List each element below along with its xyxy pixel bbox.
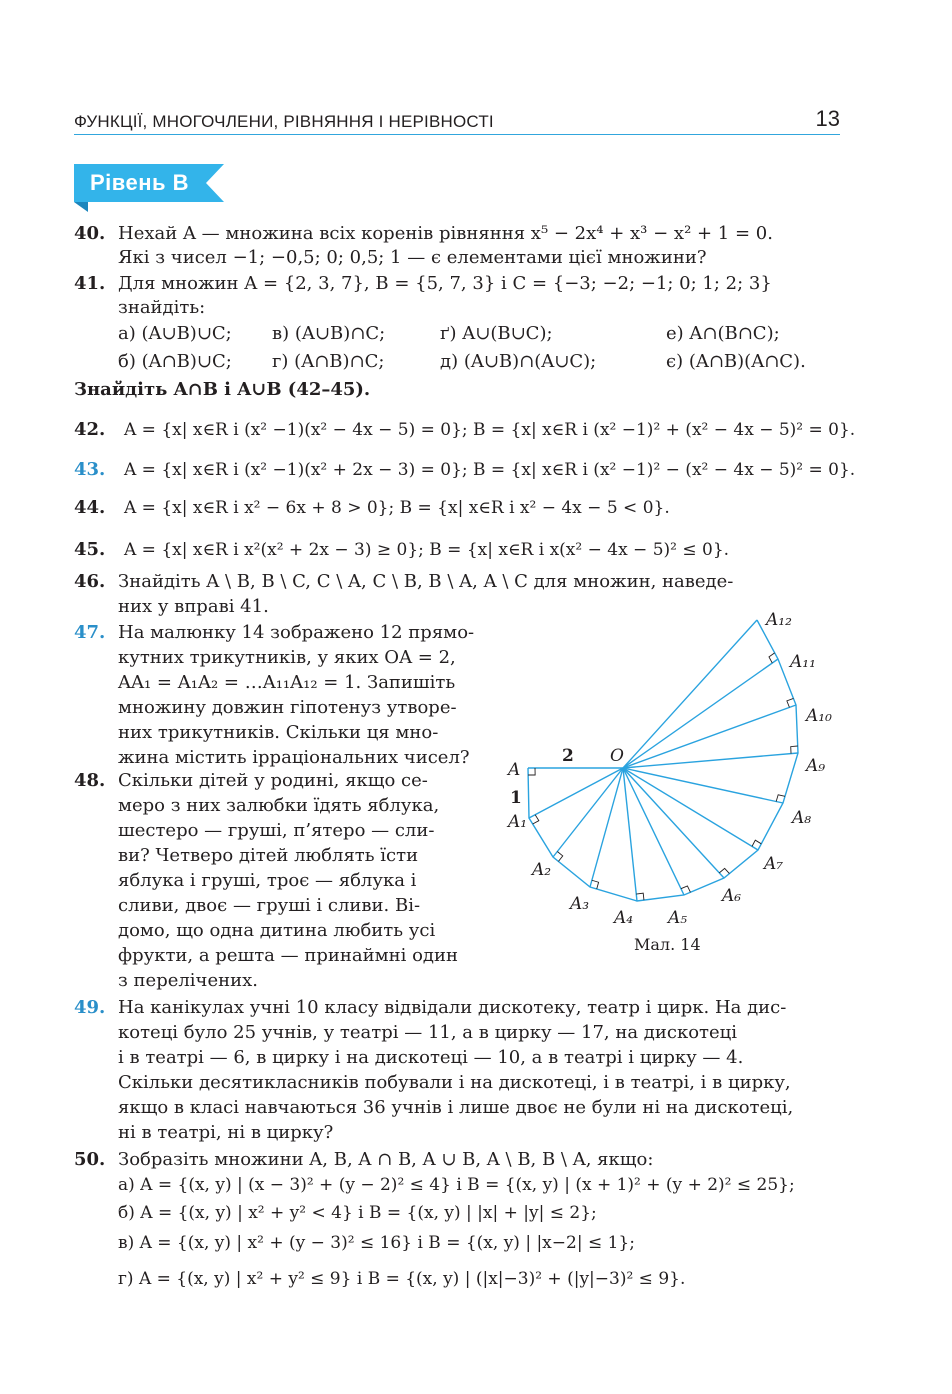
level-banner	[74, 164, 224, 202]
point-label-O: O	[610, 746, 624, 766]
length-label-AA1: 1	[510, 788, 522, 808]
item-g-prime: ґ) A∪(B∪C);	[440, 323, 553, 344]
item-d: д) (A∪B)∩(A∪C);	[440, 351, 597, 372]
problem-48-line: Скільки дітей у родині, якщо се-	[118, 770, 428, 791]
figure-14-spiral-triangles	[500, 605, 845, 960]
figure-caption: Мал. 14	[634, 935, 701, 954]
problem-number: 45.	[74, 539, 106, 560]
problem-47-line: жина містить ірраціональних чисел?	[118, 747, 470, 768]
problem-number: 50.	[74, 1149, 106, 1170]
point-label: A₉	[806, 756, 826, 776]
problem-50-item-a: а) A = {(x, y) | (x − 3)² + (y − 2)² ≤ 4} і B = {(x, y) | (x + 1)² + (y + 2)² ≤ 25};	[118, 1175, 795, 1195]
problem-48-line: домо, що одна дитина любить усі	[118, 920, 436, 941]
problem-44-text: A = {x| x∈R і x² − 6x + 8 > 0}; B = {x| x∈R і x² − 4x − 5 < 0}.	[124, 498, 670, 518]
problem-48-line: фрукти, а решта — принаймні один	[118, 945, 458, 966]
hypotenuse	[590, 768, 623, 887]
hypotenuse	[623, 768, 783, 803]
point-label: A₅	[668, 908, 688, 928]
problem-40-line-1: Нехай A — множина всіх коренів рівняння x⁵ − 2x⁴ + x³ − x² + 1 = 0.	[118, 223, 773, 244]
item-g: г) (A∩B)∩C;	[272, 351, 385, 372]
item-a: а) (A∪B)∪C;	[118, 323, 232, 344]
problem-number: 40.	[74, 223, 106, 244]
item-ye: є) (A∩B)(A∩C).	[666, 351, 806, 372]
problem-49-line: якщо в класі навчаються 36 учнів і лише двоє не були ні на дискотеці,	[118, 1097, 794, 1118]
hypotenuse	[623, 620, 757, 768]
problem-48-line: шестеро — груші, п’ятеро — сли-	[118, 820, 435, 841]
hypotenuse	[553, 768, 623, 857]
problem-49-line: ні в театрі, ні в цирку?	[118, 1122, 334, 1143]
problem-45-text: A = {x| x∈R і x²(x² + 2x − 3) ≥ 0}; B = {x| x∈R і x(x² − 4x − 5)² ≤ 0}.	[124, 540, 730, 560]
chapter-title: ФУНКЦІЇ, МНОГОЧЛЕНИ, РІВНЯННЯ І НЕРІВНОСТІ	[74, 112, 494, 131]
problem-41-line-1: Для множин A = {2, 3, 7}, B = {5, 7, 3} і C = {−3; −2; −1; 0; 1; 2; 3}	[118, 273, 772, 294]
point-label: A₈	[792, 808, 812, 828]
problem-47-line: На малюнку 14 зображено 12 прямо-	[118, 622, 475, 643]
problem-49-line: На канікулах учні 10 класу відвідали дискотеку, театр і цирк. На дис-	[118, 997, 787, 1018]
problem-42-text: A = {x| x∈R і (x² −1)(x² − 4x − 5) = 0}; B = {x| x∈R і (x² −1)² + (x² − 4x − 5)² = 0}.	[124, 420, 856, 440]
problem-48-line: яблука і груші, троє — яблука і	[118, 870, 417, 891]
instruction-42-45: Знайдіть A∩B і A∪B (42–45).	[74, 379, 371, 400]
point-label: A₄	[614, 908, 634, 928]
point-label: A₆	[722, 886, 742, 906]
level-banner-label: Рівень В	[90, 170, 190, 195]
problem-48-line: з перелічених.	[118, 970, 258, 991]
problem-49-line: котеці було 25 учнів, у театрі — 11, а в цирку — 17, на дискотеці	[118, 1022, 737, 1043]
problem-50-line: Зобразіть множини A, B, A ∩ B, A ∪ B, A \ B, B \ A, якщо:	[118, 1149, 654, 1170]
point-label: A₇	[764, 854, 784, 874]
problem-49-line: Скільки десятикласників побували і на дискотеці, і в театрі, і в цирку,	[118, 1072, 791, 1093]
point-label: A₃	[570, 894, 590, 914]
hypotenuse	[623, 659, 778, 768]
item-e: е) A∩(B∩C);	[666, 323, 780, 344]
hypotenuse	[623, 753, 798, 768]
problem-43-text: A = {x| x∈R і (x² −1)(x² + 2x − 3) = 0}; B = {x| x∈R і (x² −1)² − (x² − 4x − 5)² = 0}.	[124, 460, 856, 480]
point-label: A₁₂	[766, 610, 792, 630]
item-v: в) (A∪B)∩C;	[272, 323, 386, 344]
problem-number: 47.	[74, 622, 106, 643]
problem-49-line: і в театрі — 6, в цирку і на дискотеці — 10, а в театрі і цирку — 4.	[118, 1047, 744, 1068]
point-label: A₂	[532, 860, 552, 880]
hypotenuse	[529, 768, 623, 818]
problem-41-line-2: знайдіть:	[118, 297, 206, 318]
problem-50-item-g: г) A = {(x, y) | x² + y² ≤ 9} і B = {(x, y) | (|x|−3)² + (|y|−3)² ≤ 9}.	[118, 1269, 686, 1289]
problem-47-line: AA₁ = A₁A₂ = …A₁₁A₁₂ = 1. Запишіть	[118, 672, 456, 693]
problem-48-line: меро з них залюбки їдять яблука,	[118, 795, 440, 816]
right-angle-mark	[528, 768, 535, 775]
problem-40-line-2: Які з чисел −1; −0,5; 0; 0,5; 1 — є елементами цієї множини?	[118, 247, 707, 268]
problem-number: 46.	[74, 571, 106, 592]
problem-number: 49.	[74, 997, 106, 1018]
problem-48-line: сливи, двоє — груші і сливи. Ві-	[118, 895, 421, 916]
problem-number: 48.	[74, 770, 106, 791]
problem-47-line: них трикутників. Скільки ця мно-	[118, 722, 439, 743]
point-label: A₁₀	[806, 706, 832, 726]
problem-number: 41.	[74, 273, 106, 294]
page-number: 13	[815, 106, 840, 131]
length-label-OA: 2	[562, 746, 574, 766]
point-label: A₁	[508, 812, 528, 832]
problem-47-line: множину довжин гіпотенуз утворе-	[118, 697, 457, 718]
problem-50-item-b: б) A = {(x, y) | x² + y² < 4} і B = {(x, y) | |x| + |y| ≤ 2};	[118, 1203, 597, 1223]
problem-46-line-1: Знайдіть A \ B, B \ C, C \ A, C \ B, B \ A, A \ C для множин, наведе-	[118, 571, 734, 592]
hypotenuse	[623, 768, 637, 901]
item-b: б) (A∩B)∪C;	[118, 351, 232, 372]
right-angle-mark	[557, 851, 562, 861]
problem-number: 43.	[74, 459, 106, 480]
right-angle-mark	[719, 868, 729, 873]
problem-50-item-v: в) A = {(x, y) | x² + (y − 3)² ≤ 16} і B = {(x, y) | |x−2| ≤ 1};	[118, 1233, 635, 1253]
running-header	[74, 108, 840, 135]
problem-47-line: кутних трикутників, у яких OA = 2,	[118, 647, 456, 668]
hypotenuse	[623, 768, 724, 878]
hypotenuse	[623, 705, 796, 768]
point-label: A₁₁	[790, 652, 816, 672]
problem-number: 44.	[74, 497, 106, 518]
point-label: A	[508, 760, 521, 780]
problem-46-line-2: них у вправі 41.	[118, 596, 269, 617]
problem-48-line: ви? Четверо дітей люблять їсти	[118, 845, 419, 866]
problem-number: 42.	[74, 419, 106, 440]
